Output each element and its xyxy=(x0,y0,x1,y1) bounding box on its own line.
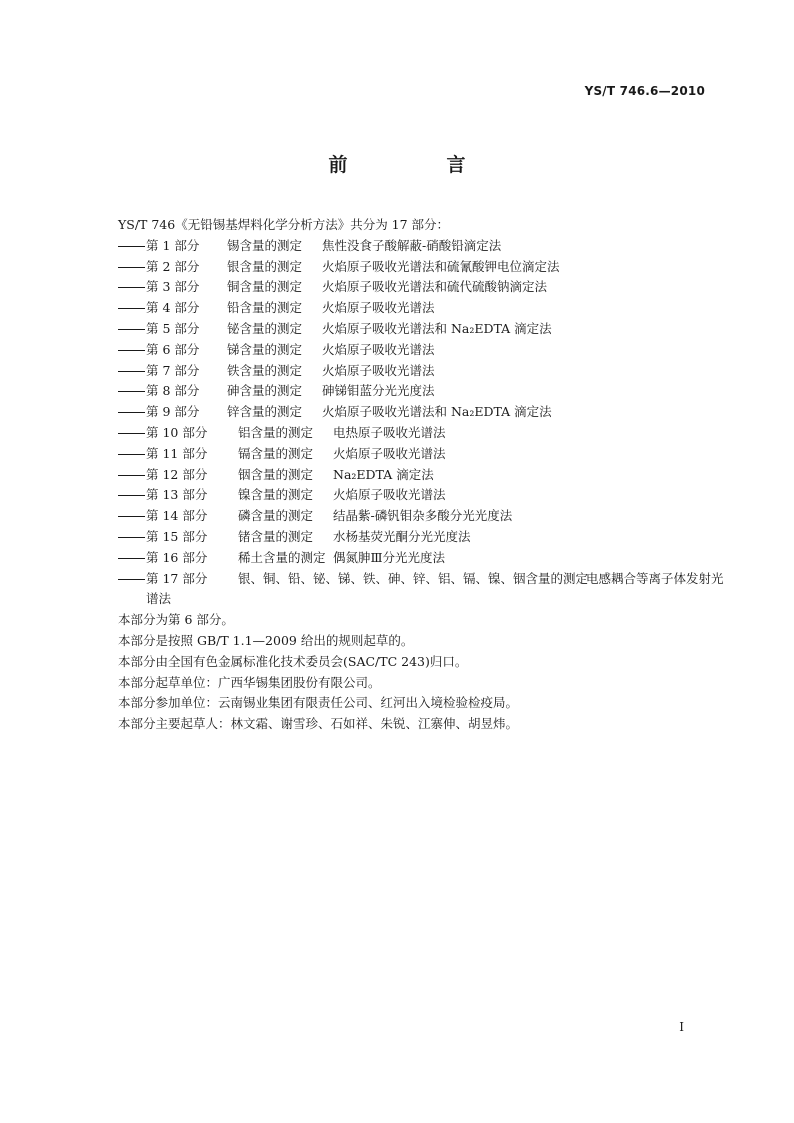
part-method: 火焰原子吸收光谱法 xyxy=(322,341,435,357)
part-number: 第 9 部分 xyxy=(146,404,200,420)
em-dash xyxy=(118,412,145,413)
parts-list xyxy=(118,236,724,610)
page-number: I xyxy=(679,1020,684,1034)
part-name: 稀土含量的测定 xyxy=(238,549,326,565)
em-dash xyxy=(118,433,145,434)
em-dash xyxy=(118,329,145,330)
em-dash xyxy=(118,495,145,496)
statement-line: 本部分主要起草人：林文霜、谢雪珍、石如祥、朱锐、江寨伸、胡昱炜。 xyxy=(118,716,519,732)
em-dash xyxy=(118,391,145,392)
part-item xyxy=(118,381,708,402)
part-number: 第 11 部分 xyxy=(146,445,208,461)
part-name: 铁含量的测定 xyxy=(227,362,303,378)
part-name: 磷含量的测定 xyxy=(238,508,314,524)
part-number: 第 5 部分 xyxy=(146,320,200,336)
part-method: 火焰原子吸收光谱法和 Na₂EDTA 滴定法 xyxy=(322,404,552,420)
part-number: 第 10 部分 xyxy=(146,424,208,440)
part-item xyxy=(118,423,708,444)
em-dash xyxy=(118,308,145,309)
part-name: 锑含量的测定 xyxy=(227,341,303,357)
statements xyxy=(118,610,708,735)
statement-line: 本部分参加单位：云南锡业集团有限责任公司、红河出入境检验检疫局。 xyxy=(118,695,519,711)
document-body xyxy=(118,215,724,735)
em-dash xyxy=(118,267,145,268)
statement-line: 本部分为第 6 部分。 xyxy=(118,612,234,628)
em-dash xyxy=(118,371,145,372)
em-dash xyxy=(118,558,145,559)
part-method: 水杨基荧光酮分光光度法 xyxy=(333,528,471,544)
part-name: 银、铜、铅、铋、锑、铁、砷、锌、铝、镉、镍、铟含量的测定 xyxy=(238,570,589,586)
part-item xyxy=(118,298,708,319)
part-name: 锌含量的测定 xyxy=(227,404,303,420)
part-method: 火焰原子吸收光谱法和硫氰酸钾电位滴定法 xyxy=(322,258,560,274)
part-number: 第 8 部分 xyxy=(146,383,200,399)
statement-line: 本部分由全国有色金属标准化技术委员会(SAC/TC 243)归口。 xyxy=(118,653,468,669)
part-name: 砷含量的测定 xyxy=(227,383,303,399)
part-item xyxy=(118,527,708,548)
em-dash xyxy=(118,516,145,517)
part-item xyxy=(118,506,708,527)
part-item xyxy=(118,236,708,257)
page-title: 前 言 xyxy=(328,154,506,176)
part-method: 电感耦合等离子体发射光 xyxy=(586,570,724,586)
part-item xyxy=(118,569,724,590)
part-number: 第 7 部分 xyxy=(146,362,200,378)
part-item xyxy=(118,257,708,278)
part-number: 第 4 部分 xyxy=(146,300,200,316)
part-name: 镍含量的测定 xyxy=(238,487,314,503)
part-number: 第 13 部分 xyxy=(146,487,208,503)
part-method: Na₂EDTA 滴定法 xyxy=(333,466,434,482)
part-item xyxy=(118,361,708,382)
part-name: 铝含量的测定 xyxy=(238,424,314,440)
part-number: 第 16 部分 xyxy=(146,549,208,565)
part-method: 砷锑钼蓝分光光度法 xyxy=(322,383,435,399)
part-method: 结晶紫-磷钒钼杂多酸分光光度法 xyxy=(333,508,513,524)
part-number: 第 1 部分 xyxy=(146,237,200,253)
part-method: 火焰原子吸收光谱法和 Na₂EDTA 滴定法 xyxy=(322,320,552,336)
em-dash xyxy=(118,579,145,580)
part-name: 铟含量的测定 xyxy=(238,466,314,482)
part-name: 银含量的测定 xyxy=(227,258,303,274)
part-method: 火焰原子吸收光谱法 xyxy=(333,487,446,503)
part-number: 第 2 部分 xyxy=(146,258,200,274)
em-dash xyxy=(118,246,145,247)
part-item xyxy=(118,444,708,465)
part-method: 火焰原子吸收光谱法 xyxy=(333,445,446,461)
em-dash xyxy=(118,454,145,455)
part-number: 第 15 部分 xyxy=(146,528,208,544)
part-item xyxy=(118,319,708,340)
part-item xyxy=(118,277,708,298)
part-item xyxy=(118,402,708,423)
statement-line: 本部分起草单位：广西华锡集团股份有限公司。 xyxy=(118,674,381,690)
em-dash xyxy=(118,287,145,288)
em-dash xyxy=(118,475,145,476)
part-number: 第 3 部分 xyxy=(146,279,200,295)
part-method: 火焰原子吸收光谱法 xyxy=(322,300,435,316)
intro-line: YS/T 746《无铅锡基焊料化学分析方法》共分为 17 部分： xyxy=(118,217,450,232)
part-method: 电热原子吸收光谱法 xyxy=(333,424,446,440)
document-code: YS/T 746.6—2010 xyxy=(584,84,705,98)
part-method: 偶氮胂Ⅲ分光光度法 xyxy=(333,549,446,565)
part-number: 第 17 部分 xyxy=(146,570,208,586)
part-name: 锗含量的测定 xyxy=(238,528,314,544)
part-name: 铜含量的测定 xyxy=(227,279,303,295)
part-name: 锡含量的测定 xyxy=(227,237,303,253)
part-method: 火焰原子吸收光谱法和硫代硫酸钠滴定法 xyxy=(322,279,548,295)
part-item xyxy=(118,340,708,361)
part-item xyxy=(118,548,708,569)
em-dash xyxy=(118,350,145,351)
part-method: 火焰原子吸收光谱法 xyxy=(322,362,435,378)
em-dash xyxy=(118,537,145,538)
part-name: 铋含量的测定 xyxy=(227,320,303,336)
part-item xyxy=(118,465,708,486)
part-name: 铅含量的测定 xyxy=(227,300,303,316)
part-method-continuation: 谱法 xyxy=(146,591,172,607)
part-name: 镉含量的测定 xyxy=(238,445,314,461)
statement-line: 本部分是按照 GB/T 1.1—2009 给出的规则起草的。 xyxy=(118,632,414,648)
part-method: 焦性没食子酸解蔽-硝酸铅滴定法 xyxy=(322,237,502,253)
part-number: 第 14 部分 xyxy=(146,508,208,524)
part-number: 第 6 部分 xyxy=(146,341,200,357)
part-number: 第 12 部分 xyxy=(146,466,208,482)
part-item xyxy=(118,485,708,506)
